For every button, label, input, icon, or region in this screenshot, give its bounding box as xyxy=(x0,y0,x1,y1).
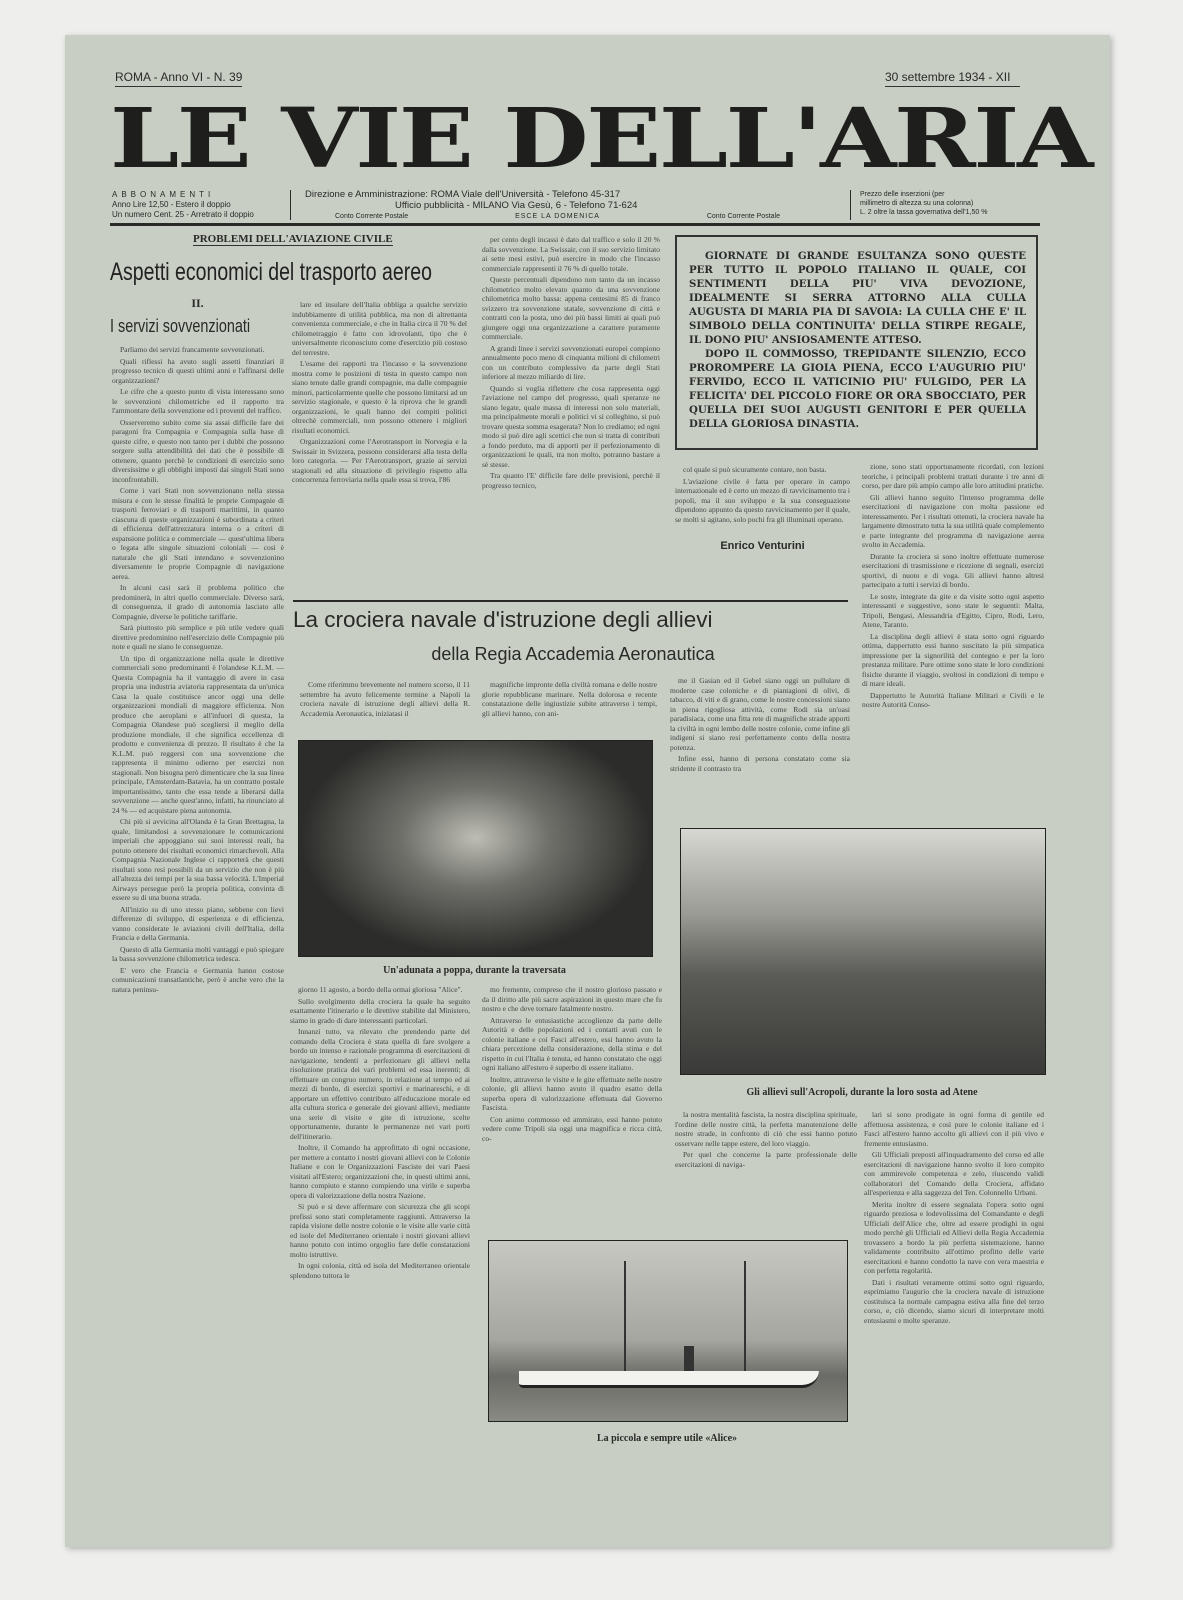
ads-line: millimetro di altezza su una colonna) xyxy=(860,200,974,207)
photo-assembly-on-deck xyxy=(298,740,653,957)
paragraph: La disciplina degli allievi è stata sotto ogni riguardo ottima, dappertutto essi hanno suscitato la più simpatica impressione per la signorilità del contegno e per la loro prestanza militare. Pure ottime sono state le loro condizioni fisiche durante il viaggio, svoltosi in condizioni di tempo e di mare ideali. xyxy=(862,631,1044,688)
article-column xyxy=(290,985,470,1485)
paragraph: Si può e si deve affermare con sicurezza che gli scopi prefissi sono stati completamente raggiunti. Attraverso la rapida visione delle nostre colonie e le visite alle varie città ed isole del Mediterraneo orientale i nostri giovani allievi hanno potuto con intimo orgoglio fare delle constatazioni molto istruttive. xyxy=(290,1202,470,1259)
address-line: Direzione e Amministrazione: ROMA Viale dell'Università - Telefono 45-317 xyxy=(305,189,621,200)
divider xyxy=(290,190,291,220)
issue-date: 30 settembre 1934 - XII xyxy=(885,70,1020,87)
paragraph: zione, sono stati opportunamente ricordati, con lezioni teoriche, i principali problemi trattati durante i tre anni di corso, per dare più ampio campo alle loro attitudini pratiche. xyxy=(862,462,1044,490)
article-column xyxy=(482,985,662,1235)
ship-mast xyxy=(624,1261,626,1371)
ship-mast xyxy=(744,1261,746,1371)
article-column xyxy=(292,300,467,590)
address-info xyxy=(305,189,840,222)
ship-funnel xyxy=(684,1346,694,1371)
paragraph: Sullo svolgimento della crociera la quale ha seguito esattamente l'itinerario e le direttive stabilite dal Ministero, siamo in grado di dare interessanti particolari. xyxy=(290,996,470,1025)
subscriptions-title: ABBONAMENTI xyxy=(112,190,215,199)
article-subtitle: della Regia Accademia Aeronautica xyxy=(431,644,715,664)
article-title: La crociera navale d'istruzione degli allievi xyxy=(293,607,713,632)
subscriptions-line: Un numero Cent. 25 - Arretrato il doppio xyxy=(112,210,254,219)
ads-line: Prezzo delle inserzioni (per xyxy=(860,191,945,198)
ads-line: L. 2 oltre la tassa governativa dell'1,50 % xyxy=(860,209,988,216)
article-part: II. xyxy=(191,296,204,310)
paragraph: per cento degli incassi è dato dal traffico e solo il 20 % dalla sovvenzione. La Swissair, con il suo servizio limitato ai sette mesi estivi, può esercire in modo che l'incasso commerciale rappresenti il 76 % di quello totale. xyxy=(482,235,660,273)
photo-caption: Un'adunata a poppa, durante la traversata xyxy=(383,965,566,976)
article-subtitle: I servizi sovvenzionati xyxy=(110,316,251,336)
paragraph: Dappertutto le Autorità Italiane Militari e Civili e le nostre Autorità Conso- xyxy=(862,690,1044,709)
article-column xyxy=(670,676,850,821)
paragraph: Un tipo di organizzazione nella quale le direttive commerciali sono predominanti è l'olandese K.L.M. — Questa Compagnia ha il vantaggio di avere in casa propria una industria aviatoria rappresentata da un'unica Casa la quale costituisce ancor oggi una delle organizzazioni mondiali di maggiore efficienza. Non produce che aeroplani e all'infuori di questa, la Compagnia Olandese può scegliersi il meglio della produzione mondiale, il che significa eccellenza di prodotto e convenienza di prezzo. Il risultato è che la K.L.M. può reggersi con una sovvenzione che rappresenta il minimo odierno per esercizi non stagionali. Non bisogna però dimenticare che la sua linea principale, l'Amsterdam-Batavia, ha un contratto postale importantissimo, tanto che essa tende a liberarsi dalla sovvenzione — anche quest'anno, infatti, ha rinunciato al 24 % — ed acquistare piena autonomia. xyxy=(112,653,284,815)
royal-notice-box xyxy=(675,235,1038,450)
paragraph: Le soste, integrate da gite e da visite sotto ogni aspetto interessanti e suggestive, sono state le seguenti: Malta, Tripoli, Bengasi, Alessandria d'Egitto, Cipro, Rodi, Lero, Atene, Taranto. xyxy=(862,591,1044,629)
paragraph: Infine essi, hanno di persona constatato come sia stridente il contrasto tra xyxy=(670,754,850,773)
article-column xyxy=(112,345,284,1485)
ship-hull xyxy=(519,1371,819,1388)
postal-account: Conto Corrente Postale xyxy=(335,213,409,220)
edition-info: ROMA - Anno VI - N. 39 xyxy=(115,70,242,87)
subscriptions-line: Anno Lire 12,50 - Estero il doppio xyxy=(112,200,231,209)
article-author: Enrico Venturini xyxy=(720,540,805,552)
paragraph: Osserveremo subito come sia assai difficile fare dei paragoni fra Compagnia e Compagnia sulla base di queste cifre, e questo non tanto per i dubbi che possono sorgere sulla attendibilità dei dati che è possibile di ottenere, quanto perchè le condizioni di esercizio sono diversissime e gli obblighi imposti dai singoli Stati sono inconfrontabili. xyxy=(112,417,284,484)
paragraph: Questo di alla Germania molti vantaggi e può spiegare la bassa sovvenzione chilometrica tedesca. xyxy=(112,944,284,963)
article-column xyxy=(675,1110,857,1235)
postal-account: Conto Corrente Postale xyxy=(706,213,780,220)
paragraph: col quale si può sicuramente contare, non basta. xyxy=(683,465,827,474)
ads-info xyxy=(860,190,1040,217)
article-column xyxy=(862,462,1044,820)
paragraph: Quali riflessi ha avuto sugli assetti finanziari il progresso tecnico di questi ultimi anni e l'affinarsi delle organizzazioni? xyxy=(112,356,284,385)
paragraph: giorno 11 agosto, a bordo della ormai gloriosa "Alice". xyxy=(298,985,463,994)
article-column xyxy=(482,235,660,590)
photo-caption: La piccola e sempre utile «Alice» xyxy=(596,1433,738,1444)
paragraph: Inoltre, il Comando ha approfittato di ogni occasione, per mettere a contatto i nostri giovani allievi con le Colonie Italiane e con le Organizzazioni Fasciste dei vari Paesi visitati all'Estero; organizzazioni che, in questi ultimi anni, hanno compiuto e stanno compiendo una virile e superba opera di valorizzazione della nostra Nazione. xyxy=(290,1143,470,1200)
paragraph: me il Gasian ed il Gebel siano oggi un pullulare di moderne case coloniche e di piantagioni di olivi, di tabacco, di viti e di grano, come le nostre concessioni siano in piena rigogliosa attività, come Rodi sia un'oasi paradisiaca, come una fitta rete di magnifiche strade apporti la civiltà in ogni lembo delle nostre colonie, come infine gli indigeni si siano resi perfettamente conto della nostra potenza. xyxy=(670,676,850,752)
paragraph: lari si sono prodigate in ogni forma di gentile ed affettuosa assistenza, e così pure le colonie italiane ed i Fasci all'estero hanno accolto gli allievi con il più vivo e fremente entusiasmo. xyxy=(864,1110,1044,1148)
paragraph: Con animo commosso ed ammirato, essi hanno potuto vedere come Tripoli sia oggi una magnifica e ricca città, co- xyxy=(482,1114,662,1143)
address-line: Ufficio pubblicità - MILANO Via Gesù, 6 - Telefono 71-624 xyxy=(395,200,638,211)
paragraph: la nostra mentalità fascista, la nostra disciplina spirituale, l'ordine delle nostre città, la perfetta manutenzione delle nostre strade, in confronto di ciò che essi hanno potuto osservare nelle tappe estere, del loro viaggio. xyxy=(675,1110,857,1148)
paragraph: Sarà piuttosto più semplice e più utile vedere quali direttive predominino nell'esercizio delle Compagnie più note e quali ne siano le conseguenze. xyxy=(112,623,284,651)
article-column xyxy=(864,1110,1044,1490)
paragraph: Durante la crociera si sono inoltre effettuate numerose esercitazioni di trasmissione e ricezione di segnali, esercizi sportivi, di nuoto e di voga. Gli allievi hanno altresì partecipato a tutti i servizi di bordo. xyxy=(862,551,1044,589)
article-title: Aspetti economici del trasporto aereo xyxy=(110,258,432,286)
article-kicker: PROBLEMI DELL'AVIAZIONE CIVILE xyxy=(193,233,393,245)
section-rule xyxy=(293,600,848,602)
paragraph: Queste percentuali dipendono non tanto da un incasso chilometrico molto elevato quanto da una sovvenzione chilometrica molto bassa: appena centesimi 85 di franco svizzero tra sovvenzione statale, sovvenzione di città e contratti con la posta, uno dei più bassi limiti ai quali può giungere oggi una organizzazione a carattere puramente commerciale. xyxy=(482,275,660,341)
paragraph: Parliamo dei servizi francamente sovvenzionati. xyxy=(120,345,265,354)
paragraph: Organizzazioni come l'Aerotransport in Norvegia e la Swissair in Svizzera, possono considerarsi alla testa della loro categoria. — Per l'Aerotransport, grazie ai servizi stagionali ed alla situazione di privilegio rispetto alla concorrenza ferroviaria nella quale essa si trova, l'86 xyxy=(292,437,467,484)
paragraph: Come riferimmo brevemente nel numero scorso, il 11 settembre ha avuto felicemente termine a Napoli la crociera navale di istruzione degli allievi della R. Accademia Aeronautica, iniziatasi il xyxy=(300,680,470,718)
header-rule xyxy=(110,223,1040,226)
notice-paragraph: DOPO IL COMMOSSO, TREPIDANTE SILENZIO, ECCO PROROMPERE LA GIOIA PIENA, ECCO L'AUGURIO PIU' FERVIDO, ECCO IL VATICINIO PIU' FULGIDO, PER LA FELICITA' DEL PICCOLO FIORE OR ORA SBOCCIATO, PER QUELLA DEI SUOI AUGUSTI GENITORI E PER QUELLA DELLA GLORIOSA DINASTIA. xyxy=(689,348,1026,430)
paragraph: Quando si voglia riflettere che cosa rappresenta oggi l'aviazione nel campo del progresso, quali speranze ne siano legate, quale massa di interessi non solo materiali, ma principalmente morali e politici vi si colleghino, si può trovare questa somma esagerata? Non lo crediamo; ed ogni modo si può dire agli scettici che non si tratta di contributi a fondo perduto, ma di apporti per il perfezionamento di organizzazioni le quali, tra non molto, potranno bastare a sè stesse. xyxy=(482,383,660,469)
masthead: LE VIE DELL'ARIA xyxy=(110,91,1092,187)
paragraph: lare ed insulare dell'Italia obbliga a qualche servizio indubbiamente di utilità pubblica, ma non di altrettanta convenienza commerciale, e che in Italia circa il 70 % del chilometraggio è fatto con idrovolanti, tipo che è universalmente riconosciuto come d'esercizio più costoso del terrestre. xyxy=(292,300,467,357)
divider xyxy=(850,190,851,220)
paragraph: Gli allievi hanno seguito l'intenso programma delle esercitazioni di navigazione con molta passione ed interessamento. Per i risultati ottenuti, la crociera navale ha largamente dimostrato tutta la sua utilità quale complemento e parte integrante del programma di navigazione aerea svolto in Accademia. xyxy=(862,492,1044,549)
paragraph: Attraverso le entusiastiche accoglienze da parte delle Autorità e delle popolazioni ed i contatti avuti con le colonie italiane e coi Fasci all'estero, essi hanno avuto la chiara percezione della considerazione, della stima e del rispetto in cui l'Italia è tenuta, ed hanno constatato che oggi ogni italiano all'estero è superbo di essere italiano. xyxy=(482,1015,662,1072)
article-column xyxy=(300,680,470,735)
paragraph: Innanzi tutto, va rilevato che prendendo parte del comando della Crociera è stata quella di fare svolgere a bordo un intenso e razionale programma di esercitazioni di navigazione, tendenti a perfezionare gli allievi nella risoluzione pratica dei vari problemi ed essa inerenti; di effettuare un congruo numero, in relazione al tempo ed ai mezzi di bordo, di esercizi sportivi e marinareschi, e di apportare un effettivo contributo all'educazione morale ed alla cultura storica e generale dei giovani allievi, mediante una serie di visite e gite di istruzione, scelte opportunamente, durante le permanenze nei vari porti dell'itinerario. xyxy=(290,1027,470,1141)
article-column xyxy=(482,680,657,735)
paragraph: Merita inoltre di essere segnalata l'opera sotto ogni riguardo preziosa e lodevolissima del Comandante e degli Ufficiali dell'Alice che, oltre ad essere prodighi in ogni modo perchè gli Ufficiali ed Allievi della Regia Accademia trovassero a bordo la più perfetta sistemazione, hanno validamente contribuito all'ottimo profitto delle varie esercitazioni e hanno condotto la nave con vera maestria e con perfetta regolarità. xyxy=(864,1199,1044,1275)
paragraph: magnifiche impronte della civiltà romana e delle nostre glorie repubblicane marinare. Nella dolorosa e recente constatazione delle ingiustizie subite attraverso i tempi, gli allievi hanno, con ani- xyxy=(482,680,657,718)
paragraph: Gli Ufficiali preposti all'inquadramento del corso ed alle esercitazioni di navigazione hanno svolto il loro compito con ammirevole competenza e zelo, riuscendo validi collaboratori del Comando della Crociera, affidato all'esperienza e alla saggezza del Ten. Colonnello Urbani. xyxy=(864,1150,1044,1197)
paragraph: Per quel che concerne la parte professionale delle esercitazioni di naviga- xyxy=(675,1150,857,1169)
weekly-note: ESCE LA DOMENICA xyxy=(515,213,600,220)
paragraph: L'aviazione civile è fatta per operare in campo internazionale ed è certo un mezzo di ravvicinamento tra i popoli, ma il suo sviluppo e la sua conseguazione dipendono appunto da questo ravvicinamento per il quale, se molti si agitano, solo pochi fra gli illuminati operano. xyxy=(675,476,850,524)
paragraph: Dati i risultati veramente ottimi sotto ogni riguardo, esprimiamo l'augurio che la crociera navale di istruzione costituisca la normale campagna estiva alla fine del terzo corso, e, ciò dicendo, siamo sicuri di interpretare molti entusiasmi e molte speranze. xyxy=(864,1277,1044,1325)
paragraph: E' vero che Francia e Germania hanno costose comunicazioni transatlantiche, però è anche vero che la natura peninsu- xyxy=(112,965,284,994)
notice-paragraph: GIORNATE DI GRANDE ESULTANZA SONO QUESTE PER TUTTO IL POPOLO ITALIANO IL QUALE, COI SENTIMENTI DELLA PIU' VIVA DEVOZIONE, IDEALMENTE SI SERRA ATTORNO ALLA CULLA AUGUSTA DI MARIA PIA DI SAVOIA: LA CULLA CHE E' IL SIMBOLO DELLA CONTINUITA' DELLA STIRPE REGALE, IL DONO PIU' ANSIOSAMENTE ATTESO. xyxy=(689,250,1026,346)
paragraph: A grandi linee i servizi sovvenzionati europei compiono annualmente poco meno di cinquanta milioni di chilometri con un contributo complessivo da parte degli Stati inferiore al mezzo miliardo di lire. xyxy=(482,343,660,381)
paragraph: In ogni colonia, città ed isola del Mediterraneo orientale splendono tuttora le xyxy=(290,1261,470,1280)
subscriptions-info xyxy=(112,190,284,220)
paragraph: L'esame dei rapporti tra l'incasso e la sovvenzione mostra come le posizioni di testa in questo campo non siano tenute dalle grandi compagnie, ma dalle compagnie minori, particolarmente quelle che possono limitarsi ad un servizio stagionale, e questo è la riprova che le grandi organizzazioni, le quali hanno dei compiti politici oltrechè commerciali, non possono ottenere i migliori risultati economici. xyxy=(292,359,467,435)
article-column xyxy=(675,465,850,530)
paragraph: Inoltre, attraverso le visite e le gite effettuate nelle nostre colonie, gli allievi hanno avuto il quadro esatto della superba opera di valorizzazione effettuata dal Governo Fascista. xyxy=(482,1074,662,1112)
paragraph: Come i vari Stati non sovvenzionano nella stessa misura e con le stesse finalità le proprie Compagnie di trasporti ferroviari e di trasporti marittimi, in quanto ciascuna di queste organizzazioni è subordinata a criteri di efficienza dell'attrezzatura interna o a criteri di espansione politica e commerciale — quest'ultima libera o legata alle singole situazioni coloniali — così è naturale che gli Stati intendano e sovvenzionino diversamente le proprie Compagnie di navigazione aerea. xyxy=(112,486,284,581)
photo-ship-alice xyxy=(488,1240,848,1422)
paragraph: Chi più si avvicina all'Olanda è la Gran Brettagna, la quale, limitandosi a sovvenzionare le comunicazioni imperiali che appoggiano sui suoi interessi reali, ha potuto ottenere dei risultati economici rimarchevoli. Alla Compagnia Nazionale Inglese ci rapporterà che questi risultati sono resi possibili da un servizio che non è più all'altezza dei tempi per la sua bassa velocità. L'Imperial Airways persegue però la propria politica, convinta di essere su di una buona strada. xyxy=(112,817,284,902)
paragraph: In alcuni casi sarà il problema politico che predominerà, in altri quello commerciale. Diverso sarà, di conseguenza, il grado di autonomia lasciato alle Compagnie, diverse le politiche tariffarie. xyxy=(112,583,284,621)
paragraph: All'inizio su di uno stesso piano, sebbene con lievi differenze di sviluppo, di esperienza e di efficienza, vanno considerate le aviazioni civili dell'Italia, della Francia e della Germania. xyxy=(112,904,284,942)
photo-acropolis xyxy=(680,828,1046,1075)
paragraph: mo fremente, compreso che il nostro glorioso passato e da il diritto alle più sacre aspirazioni in questo mare che fu nostro e che deve tornare fatalmente nostro. xyxy=(482,985,662,1013)
paragraph: Le cifre che a questo punto di vista interessano sono le sovvenzioni chilometriche ed il rapporto tra l'ammontare della sovvenzione ed i proventi del traffico. xyxy=(112,387,284,415)
photo-caption: Gli allievi sull'Acropoli, durante la loro sosta ad Atene xyxy=(746,1087,978,1098)
paragraph: Tra quanto l'E' difficile fare delle previsioni, perchè il progresso tecnico, xyxy=(482,471,660,490)
